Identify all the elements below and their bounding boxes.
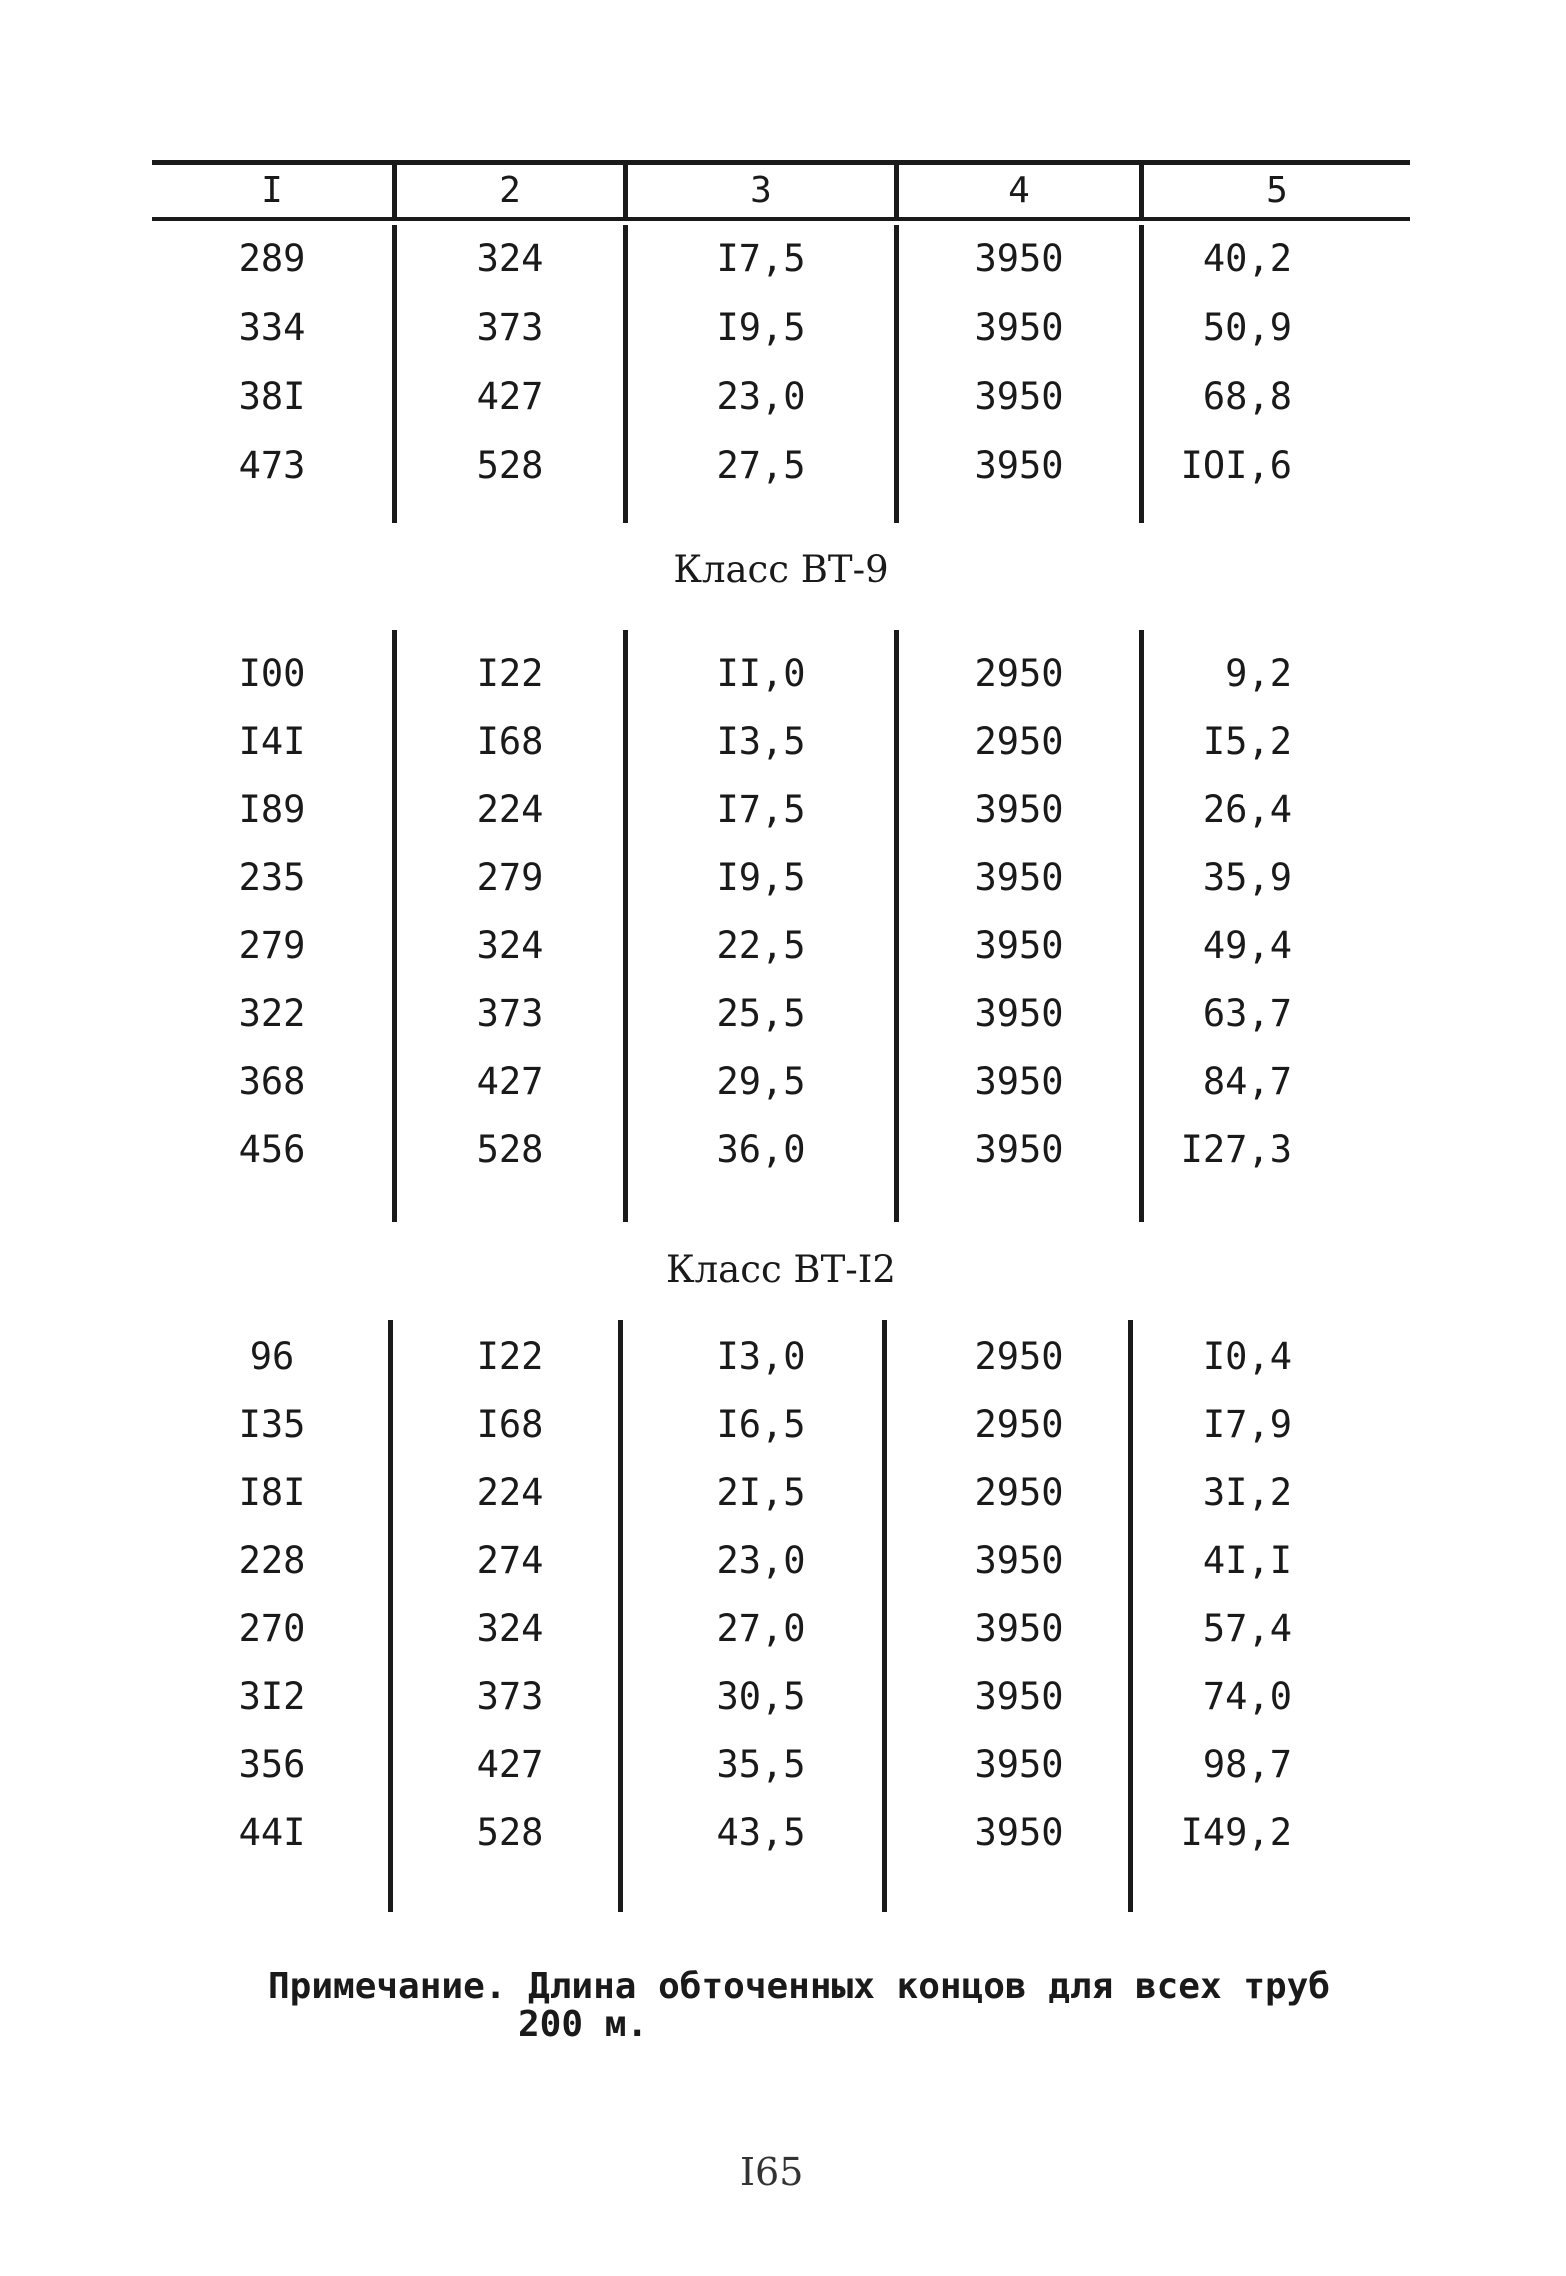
table-header-rule <box>152 217 1410 221</box>
cell: 274 <box>476 1539 544 1582</box>
cell: 3I2 <box>238 1675 306 1718</box>
note-line-1: Примечание. Длина обточенных концов для всех труб <box>268 1966 1331 2007</box>
cell: 3950 <box>974 237 1064 280</box>
cell: 35,5 <box>716 1743 806 1786</box>
column-divider <box>623 165 628 217</box>
cell: 3950 <box>974 375 1064 418</box>
cell: 279 <box>476 856 544 899</box>
cell: 3950 <box>974 1539 1064 1582</box>
cell: 456 <box>238 1128 306 1171</box>
cell: 289 <box>238 237 306 280</box>
cell: 427 <box>476 1060 544 1103</box>
table-row <box>152 432 1410 500</box>
cell: 36,0 <box>716 1128 806 1171</box>
cell: 9,2 <box>1225 652 1292 695</box>
cell: 27,5 <box>716 444 806 487</box>
cell: 322 <box>238 992 306 1035</box>
table-block-top <box>152 225 1410 525</box>
cell: I3,5 <box>716 720 806 763</box>
table-row <box>152 1391 1410 1459</box>
cell: 26,4 <box>1202 788 1292 831</box>
cell: 528 <box>476 444 544 487</box>
cell: I68 <box>476 1403 544 1446</box>
cell: 368 <box>238 1060 306 1103</box>
cell: 235 <box>238 856 306 899</box>
cell: 3950 <box>974 924 1064 967</box>
column-divider <box>894 165 899 217</box>
cell: 29,5 <box>716 1060 806 1103</box>
cell: I6,5 <box>716 1403 806 1446</box>
table-row <box>152 640 1410 708</box>
cell: 2I,5 <box>716 1471 806 1514</box>
cell: 43,5 <box>716 1811 806 1854</box>
table-row <box>152 1731 1410 1799</box>
note-line-2: 200 м. <box>518 2004 649 2045</box>
cell: I7,5 <box>716 237 806 280</box>
cell: 35,9 <box>1202 856 1292 899</box>
cell: 22,5 <box>716 924 806 967</box>
table-row <box>152 776 1410 844</box>
cell: 3950 <box>974 1060 1064 1103</box>
cell: I9,5 <box>716 306 806 349</box>
cell: 270 <box>238 1607 306 1650</box>
cell: 98,7 <box>1202 1743 1292 1786</box>
table-row <box>152 1459 1410 1527</box>
table-row <box>152 1116 1410 1184</box>
cell: 30,5 <box>716 1675 806 1718</box>
cell: 50,9 <box>1202 306 1292 349</box>
cell: 528 <box>476 1128 544 1171</box>
header-col-3: 3 <box>750 170 772 211</box>
cell: 373 <box>476 306 544 349</box>
cell: I22 <box>476 652 544 695</box>
cell: I27,3 <box>1180 1128 1292 1171</box>
cell: 3950 <box>974 444 1064 487</box>
table-note <box>268 1968 1330 2044</box>
cell: 3950 <box>974 992 1064 1035</box>
cell: I7,9 <box>1202 1403 1292 1446</box>
cell: 84,7 <box>1202 1060 1292 1103</box>
cell: 373 <box>476 1675 544 1718</box>
cell: 40,2 <box>1202 237 1292 280</box>
cell: 3950 <box>974 1128 1064 1171</box>
table-row <box>152 1048 1410 1116</box>
cell: II,0 <box>716 652 806 695</box>
table-row <box>152 708 1410 776</box>
cell: I5,2 <box>1202 720 1292 763</box>
cell: 68,8 <box>1202 375 1292 418</box>
table-row <box>152 1663 1410 1731</box>
header-col-2: 2 <box>499 170 521 211</box>
cell: 3950 <box>974 1607 1064 1650</box>
cell: I89 <box>238 788 306 831</box>
cell: 3950 <box>974 1811 1064 1854</box>
cell: 2950 <box>974 1335 1064 1378</box>
cell: 2950 <box>974 1403 1064 1446</box>
cell: I9,5 <box>716 856 806 899</box>
cell: 23,0 <box>716 1539 806 1582</box>
cell: 324 <box>476 237 544 280</box>
cell: 3I,2 <box>1202 1471 1292 1514</box>
cell: I7,5 <box>716 788 806 831</box>
table-row <box>152 225 1410 293</box>
table-header-row <box>152 165 1410 217</box>
cell: 224 <box>476 788 544 831</box>
cell: 44I <box>238 1811 306 1854</box>
cell: 57,4 <box>1202 1607 1292 1650</box>
cell: 3950 <box>974 856 1064 899</box>
cell: 228 <box>238 1539 306 1582</box>
header-col-5: 5 <box>1266 170 1288 211</box>
header-col-1: I <box>261 170 283 211</box>
cell: 3950 <box>974 788 1064 831</box>
cell: 356 <box>238 1743 306 1786</box>
cell: 3950 <box>974 1675 1064 1718</box>
section-title-bt12: Класс ВТ-I2 <box>666 1248 896 1291</box>
cell: 74,0 <box>1202 1675 1292 1718</box>
cell: 528 <box>476 1811 544 1854</box>
cell: 63,7 <box>1202 992 1292 1035</box>
cell: I3,0 <box>716 1335 806 1378</box>
cell: 324 <box>476 1607 544 1650</box>
cell: 3950 <box>974 1743 1064 1786</box>
cell: I00 <box>238 652 306 695</box>
table-row <box>152 1527 1410 1595</box>
table-block-bt9 <box>152 630 1410 1225</box>
section-title-bt9: Класс ВТ-9 <box>673 548 889 591</box>
cell: IOI,6 <box>1180 444 1292 487</box>
table-row <box>152 1323 1410 1391</box>
cell: 334 <box>238 306 306 349</box>
cell: 373 <box>476 992 544 1035</box>
cell: 2950 <box>974 652 1064 695</box>
header-col-4: 4 <box>1008 170 1030 211</box>
cell: 2950 <box>974 720 1064 763</box>
table-row <box>152 1799 1410 1867</box>
cell: I4I <box>238 720 306 763</box>
cell: 427 <box>476 375 544 418</box>
cell: I49,2 <box>1180 1811 1292 1854</box>
cell: 279 <box>238 924 306 967</box>
cell: 49,4 <box>1202 924 1292 967</box>
column-divider <box>392 165 397 217</box>
cell: I0,4 <box>1202 1335 1292 1378</box>
column-divider <box>1139 165 1144 217</box>
cell: 224 <box>476 1471 544 1514</box>
cell: 3950 <box>974 306 1064 349</box>
cell: 25,5 <box>716 992 806 1035</box>
cell: 38I <box>238 375 306 418</box>
cell: I68 <box>476 720 544 763</box>
cell: I22 <box>476 1335 544 1378</box>
table-block-bt12 <box>152 1320 1410 1915</box>
table-row <box>152 980 1410 1048</box>
cell: 427 <box>476 1743 544 1786</box>
table-row <box>152 363 1410 431</box>
cell: I35 <box>238 1403 306 1446</box>
cell: 473 <box>238 444 306 487</box>
cell: 4I,I <box>1202 1539 1292 1582</box>
cell: 23,0 <box>716 375 806 418</box>
cell: 27,0 <box>716 1607 806 1650</box>
table-row <box>152 294 1410 362</box>
cell: 2950 <box>974 1471 1064 1514</box>
table-row <box>152 1595 1410 1663</box>
cell: I8I <box>238 1471 306 1514</box>
table-row <box>152 844 1410 912</box>
cell: 324 <box>476 924 544 967</box>
table-row <box>152 912 1410 980</box>
cell: 96 <box>249 1335 295 1378</box>
page-number: I65 <box>740 2150 804 2194</box>
